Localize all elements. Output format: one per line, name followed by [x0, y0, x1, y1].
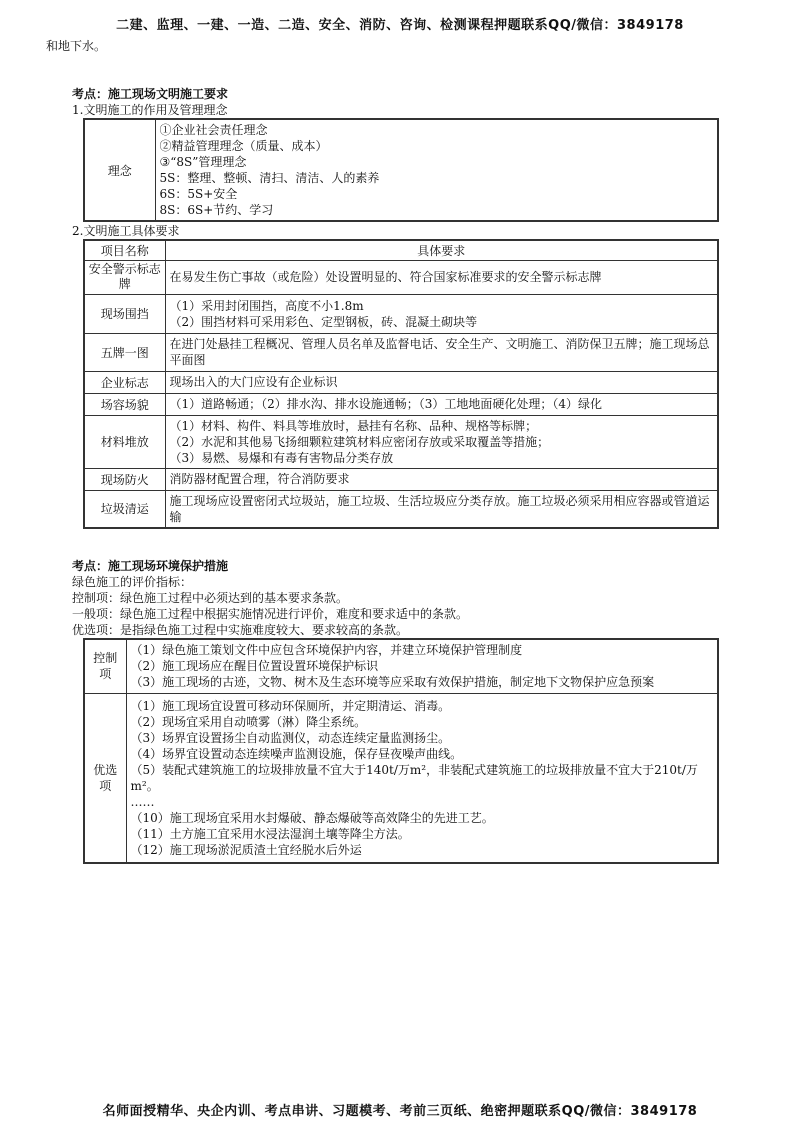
row-line: （3）易燃、易爆和有毒有害物品分类存放 [169, 450, 394, 465]
row-line: 现场出入的大门应设有企业标识 [169, 375, 338, 389]
concept-label: 理念 [84, 119, 155, 221]
concept-line: 8S：6S+节约、学习 [159, 203, 274, 217]
control-label: 控制项 [84, 639, 126, 693]
header-requirements: 具体要求 [165, 240, 718, 260]
preferred-line: （10）施工现场宜采用水封爆破、静态爆破等高效降尘的先进工艺。 [130, 810, 494, 825]
row-line: （1）道路畅通；（2）排水沟、排水设施通畅；（3）工地地面硬化处理；（4）绿化 [169, 397, 603, 411]
continued-text: 和地下水。 [46, 39, 107, 53]
concept-line: ①企业社会责任理念 [159, 123, 268, 137]
concept-table [83, 118, 719, 222]
table-row [84, 415, 718, 468]
row-line: 消防器材配置合理，符合消防要求 [169, 472, 350, 486]
table-row [84, 490, 718, 528]
preferred-line: （12）施工现场淤泥质渣土宜经脱水后外运 [130, 842, 362, 857]
table-row [84, 693, 718, 863]
row-name: 现场围挡 [84, 294, 165, 333]
control-line: （2）施工现场应在醒目位置设置环境保护标识 [130, 659, 379, 674]
green-construction-table [83, 638, 719, 864]
concept-line: 5S：整理、整顿、清扫、清洁、人的素养 [159, 171, 380, 185]
control-line: （3）施工现场的古迹，文物、树木及生态环境等应采取有效保护措施，制定地下文物保护应急预案 [130, 675, 655, 690]
table-row [84, 393, 718, 415]
preferred-label: 优选项 [84, 693, 126, 863]
row-name: 安全警示标志牌 [84, 260, 165, 294]
table-row [84, 468, 718, 490]
page-footer: 名师面授精华、央企内训、考点串讲、习题模考、考前三页纸、绝密押题联系QQ/微信：3849178 [102, 1104, 698, 1119]
row-name: 垃圾清运 [84, 490, 165, 528]
concept-line: 6S：5S+安全 [159, 187, 238, 201]
table-row [84, 260, 718, 294]
row-line: 在进门处悬挂工程概况、管理人员名单及监督电话、安全生产、文明施工、消防保卫五牌；施工现场总平面图 [169, 337, 710, 367]
row-name: 场容场貌 [84, 393, 165, 415]
control-line: （1）绿色施工策划文件中应包含环境保护内容，并建立环境保护管理制度 [130, 643, 523, 658]
concept-content [155, 119, 718, 221]
row-name: 企业标志 [84, 371, 165, 393]
row-line: 施工现场应设置密闭式垃圾站，施工垃圾、生活垃圾应分类存放。施工垃圾必须采用相应容器或管道运输 [169, 493, 710, 524]
preferred-line: （3）场界宜设置扬尘自动监测仪，动态连续定量监测扬尘。 [130, 730, 451, 745]
requirements-table [83, 239, 719, 529]
header-item-name: 项目名称 [84, 240, 165, 260]
intro-line: 控制项：绿色施工过程中必须达到的基本要求条款。 [72, 591, 349, 605]
row-line: 在易发生伤亡事故（或危险）处设置明显的、符合国家标准要求的安全警示标志牌 [169, 270, 602, 284]
row-name: 现场防火 [84, 468, 165, 490]
table-row [84, 639, 718, 693]
section2-title: 考点：施工现场环境保护措施 [72, 559, 229, 573]
table-row [84, 333, 718, 371]
row-name: 材料堆放 [84, 415, 165, 468]
preferred-line: （1）施工现场宜设置可移动环保厕所，并定期清运、消毒。 [130, 698, 451, 713]
preferred-line: （2）现场宜采用自动喷雾（淋）降尘系统。 [130, 714, 367, 729]
intro-line: 绿色施工的评价指标： [72, 575, 193, 589]
row-line: （2）围挡材料可采用彩色、定型钢板，砖、混凝土砌块等 [169, 314, 478, 329]
page-header: 二建、监理、一建、一造、二造、安全、消防、咨询、检测课程押题联系QQ/微信：3849178 [116, 18, 684, 33]
section1-sub2: 2.文明施工具体要求 [72, 224, 180, 238]
table-row [84, 294, 718, 333]
preferred-line: （5）装配式建筑施工的垃圾排放量不宜大于140t/万m²，非装配式建筑施工的垃圾排放量不宜大于210t/万m²。 [130, 762, 698, 793]
preferred-line: …… [130, 794, 155, 809]
table-row [84, 371, 718, 393]
row-line: （1）采用封闭围挡，高度不小1.8m [169, 298, 364, 313]
concept-line: ②精益管理理念（质量、成本） [159, 139, 328, 153]
preferred-line: （4）场界宜设置动态连续噪声监测设施，保存昼夜噪声曲线。 [130, 746, 463, 761]
row-line: （1）材料、构件、料具等堆放时，悬挂有名称、品种、规格等标牌； [169, 418, 538, 433]
preferred-line: （11）土方施工宜采用水浸法湿润土壤等降尘方法。 [130, 826, 410, 841]
concept-line: ③“8S”管理理念 [159, 155, 247, 169]
section1-sub1: 1.文明施工的作用及管理理念 [72, 103, 228, 117]
section1-title: 考点：施工现场文明施工要求 [72, 87, 229, 101]
row-line: （2）水泥和其他易飞扬细颗粒建筑材料应密闭存放或采取覆盖等措施； [169, 434, 550, 449]
intro-line: 优选项：是指绿色施工过程中实施难度较大、要求较高的条款。 [72, 623, 409, 637]
row-name: 五牌一图 [84, 333, 165, 371]
intro-line: 一般项：绿色施工过程中根据实施情况进行评价，难度和要求适中的条款。 [72, 607, 469, 621]
